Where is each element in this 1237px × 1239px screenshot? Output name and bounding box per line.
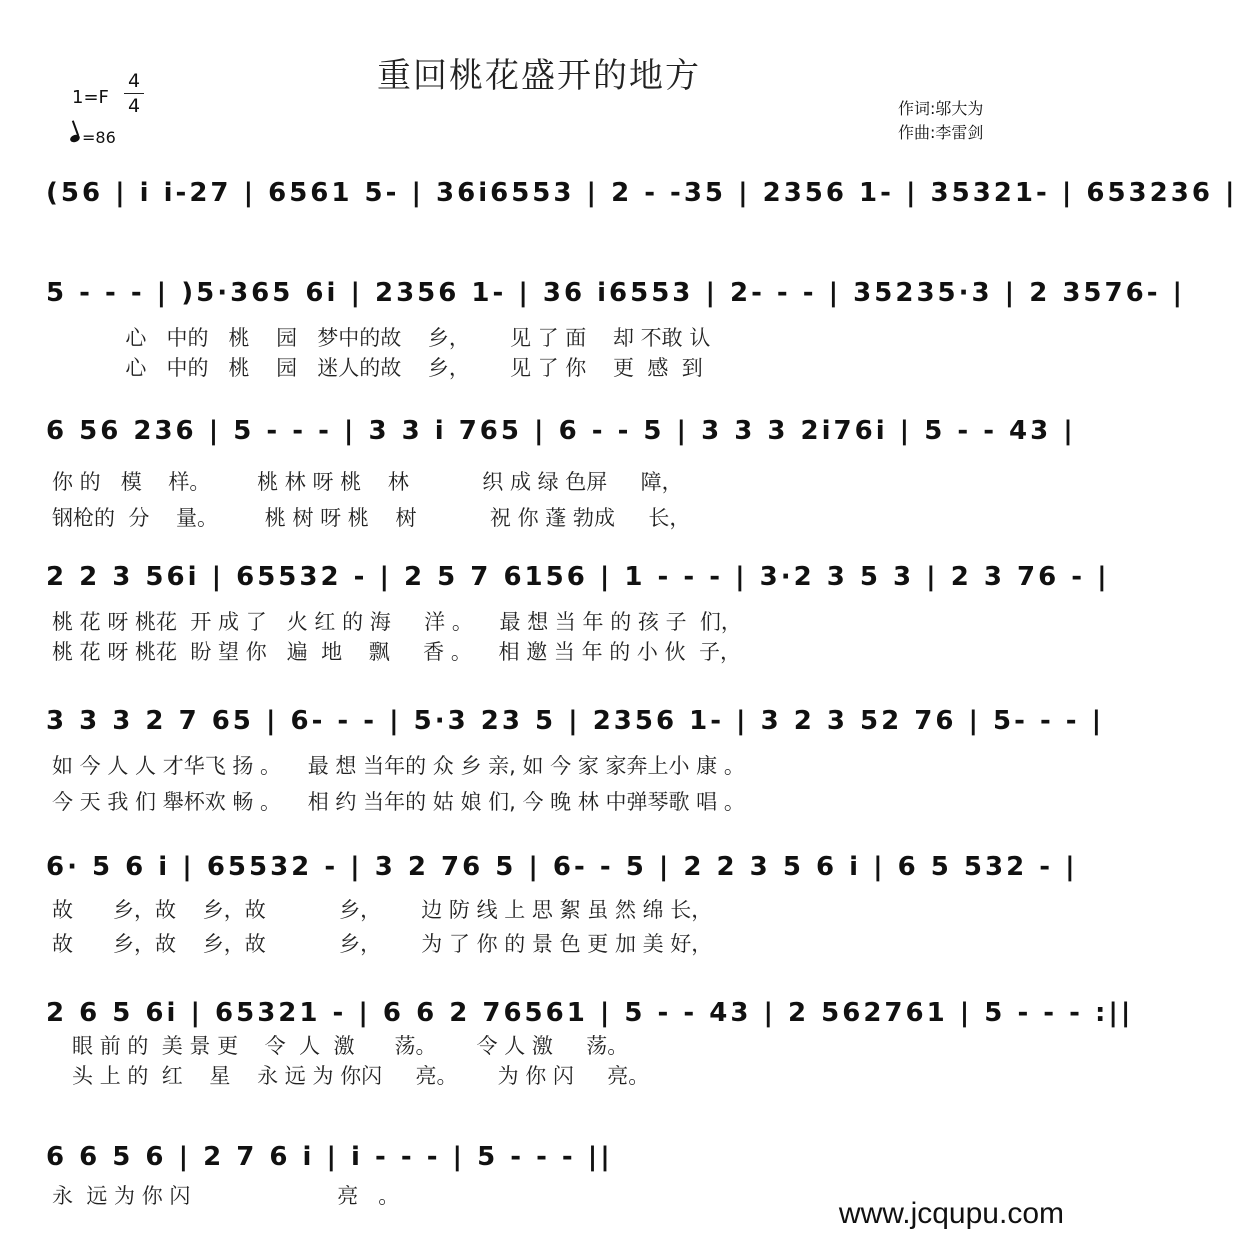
notation-text: 2 2 3 56i | 65532 - | 2 5 7 6156 | 1 - - - | 3·2 3 5 3 | 2 3 76 - | — [46, 562, 1110, 592]
lyrics-verse-1: 故 乡，故 乡，故 乡， 边 防 线 上 思 絮 虽 然 绵 长， — [52, 898, 713, 922]
notation-line — [40, 272, 1186, 326]
lyricist-credit: 作词:邬大为 — [898, 99, 984, 118]
notation-line — [40, 556, 1110, 610]
notation-text: 6 6 5 6 | 2 7 6 i | i - - - | 5 - - - || — [46, 1142, 613, 1172]
time-signature-top: 4 — [127, 70, 141, 92]
time-signature — [122, 70, 146, 117]
lyrics-verse-1: 心 中的 桃 园 梦中的故 乡， 见 了 面 却 不敢 认 — [52, 326, 711, 350]
notation-line — [40, 410, 1076, 464]
lyrics-verse-2: 桃 花 呀 桃花 盼 望 你 遍 地 飘 香 。 相 邀 当 年 的 小 伙 子， — [52, 640, 741, 664]
notation-text: 6 56 236 | 5 - - - | 3 3 i 765 | 6 - - 5 | 3 3 3 2i76i | 5 - - 43 | — [46, 416, 1076, 446]
lyrics-verse-2: 今 天 我 们 舉杯欢 畅 。 相 约 当年的 姑 娘 们, 今 晚 林 中弹琴歌 唱 。 — [52, 790, 745, 814]
notation-text: 5 - - - | )5·365 6i | 2356 1- | 36 i6553 | 2- - - | 35235·3 | 2 3576- | — [46, 278, 1186, 308]
quarter-note-icon — [69, 134, 81, 144]
notation-text: (56 | i i-27 | 6561 5- | 36i6553 | 2 - -35 | 2356 1- | 35321- | 653236 | — [46, 178, 1237, 208]
notation-line — [40, 700, 1105, 754]
tempo-value: =86 — [82, 128, 116, 147]
site-watermark: www.jcqupu.com — [838, 1197, 1064, 1230]
lyrics-verse-2: 头 上 的 红 星 永 远 为 你闪 亮。 为 你 闪 亮。 — [52, 1064, 650, 1088]
notation-line — [40, 172, 1237, 226]
notation-text: 3 3 3 2 7 65 | 6- - - | 5·3 23 5 | 2356 1- | 3 2 3 52 76 | 5- - - | — [46, 706, 1105, 736]
lyrics-verse-1: 桃 花 呀 桃花 开 成 了 火 红 的 海 洋 。 最 想 当 年 的 孩 子 们， — [52, 610, 742, 634]
notation-text: 2 6 5 6i | 65321 - | 6 6 2 76561 | 5 - - 43 | 2 562761 | 5 - - - :|| — [46, 998, 1134, 1028]
lyrics-verse-1: 眼 前 的 美 景 更 令 人 激 荡。 令 人 激 荡。 — [52, 1034, 629, 1058]
key-signature: 1=F — [72, 87, 109, 108]
song-title: 重回桃花盛开的地方 — [377, 56, 701, 96]
time-signature-line — [124, 93, 144, 94]
tempo-marking — [70, 128, 116, 147]
notation-text: 6· 5 6 i | 65532 - | 3 2 76 5 | 6- - 5 | 2 2 3 5 6 i | 6 5 532 - | — [46, 852, 1078, 882]
lyrics-verse-1: 如 今 人 人 才华飞 扬 。 最 想 当年的 众 乡 亲, 如 今 家 家奔上小 康 。 — [52, 754, 745, 778]
lyrics-verse-2: 故 乡，故 乡，故 乡， 为 了 你 的 景 色 更 加 美 好， — [52, 932, 713, 956]
composer-credit: 作曲:李雷剑 — [898, 123, 984, 142]
notation-line — [40, 846, 1078, 900]
lyrics-verse-2: 钢枪的 分 量。 桃 树 呀 桃 树 祝 你 蓬 勃成 长， — [52, 506, 691, 530]
lyrics-verse-1: 永 远 为 你 闪 亮 。 — [52, 1184, 400, 1208]
lyrics-verse-2: 心 中的 桃 园 迷人的故 乡， 见 了 你 更 感 到 — [52, 356, 703, 380]
time-signature-bottom: 4 — [127, 95, 141, 117]
lyrics-verse-1: 你 的 模 样。 桃 林 呀 桃 林 织 成 绿 色屏 障， — [52, 470, 683, 494]
